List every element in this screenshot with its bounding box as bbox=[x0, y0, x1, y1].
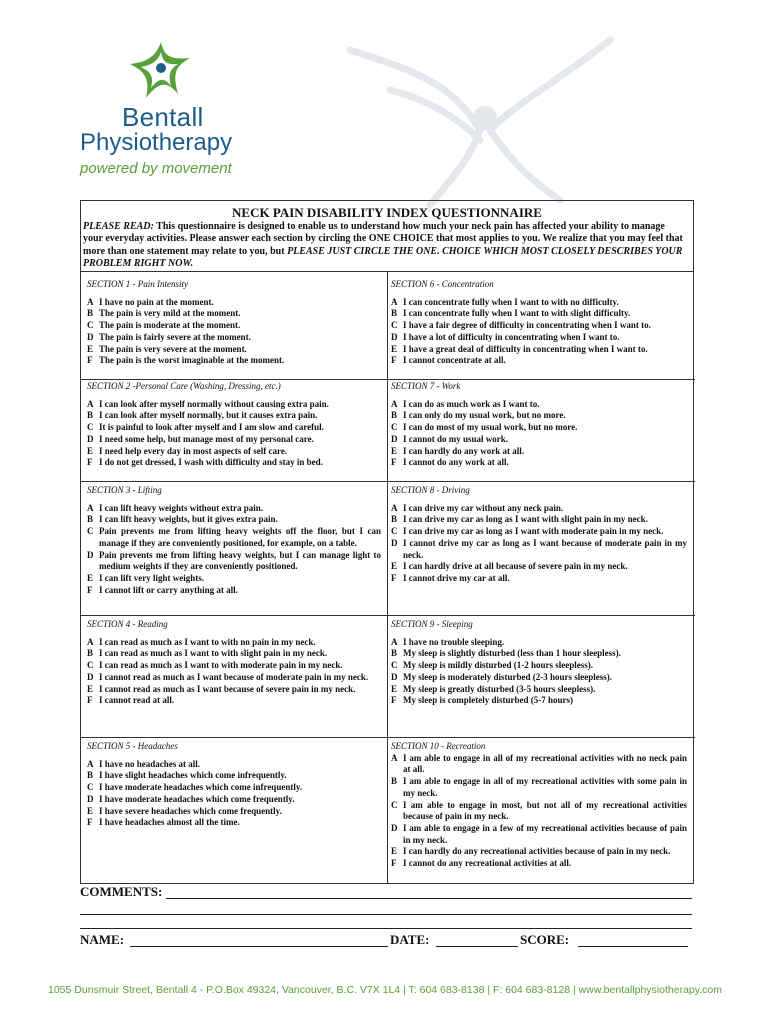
option-e[interactable]: E I have severe headaches which come frequently. bbox=[87, 805, 282, 816]
option-d[interactable]: D I cannot read as much as I want because of moderate pain in my neck. bbox=[87, 671, 369, 682]
option-f[interactable]: F I cannot do any recreational activities at all. bbox=[391, 858, 572, 869]
section-divider bbox=[81, 615, 387, 616]
option-e[interactable]: E I can hardly drive at all because of severe pain in my neck. bbox=[391, 561, 628, 572]
instructions-emphasis: PLEASE JUST CIRCLE THE ONE. CHOICE WHICH MOST CLOSELY DESCRIBES YOUR PROBLEM RIGHT NOW. bbox=[83, 245, 683, 270]
footer-contact: 1055 Dunsmuir Street, Bentall 4 - P.O.Box 49324, Vancouver, B.C. V7X 1L4 | T: 604 683-8138 | F: 604 683-8128 | www.bentallphysiotherapy.com bbox=[48, 984, 722, 996]
section-recreation bbox=[391, 741, 687, 870]
score-label: SCORE: bbox=[520, 932, 570, 947]
option-f[interactable]: F My sleep is completely disturbed (5-7 hours) bbox=[391, 695, 573, 706]
score-input-line[interactable] bbox=[578, 946, 688, 947]
option-f[interactable]: F I cannot concentrate at all. bbox=[391, 355, 506, 366]
instructions-body: This questionnaire is designed to enable us to understand how much your neck pain has affected your ability to manage your everyday activities. Please answer each section by circling the ONE CHOICE that most applies to you. We realize that you may feel that more than one statement may relate to you, but bbox=[83, 221, 683, 257]
option-e[interactable]: E I can hardly do any work at all. bbox=[391, 445, 525, 456]
star-figure-icon bbox=[126, 38, 196, 104]
watermark-figure-icon bbox=[330, 30, 630, 210]
section-driving bbox=[391, 485, 687, 585]
section-title: SECTION 2 -Personal Care (Washing, Dressing, etc.) bbox=[87, 381, 281, 391]
name-label: NAME: bbox=[80, 932, 125, 947]
option-f[interactable]: F I cannot lift or carry anything at all. bbox=[87, 584, 238, 595]
option-c[interactable]: C I am able to engage in most, but not all of my recreational activities because of pain in my neck. bbox=[391, 799, 687, 822]
option-a[interactable]: A I can do as much work as I want to. bbox=[391, 398, 540, 409]
form-instructions bbox=[83, 221, 683, 271]
option-b[interactable]: B I can drive my car as long as I want with slight pain in my neck. bbox=[391, 514, 648, 525]
section-divider bbox=[387, 481, 695, 482]
option-b[interactable]: B The pain is very mild at the moment. bbox=[87, 308, 241, 319]
option-a[interactable]: A I have no headaches at all. bbox=[87, 758, 201, 769]
option-c[interactable]: C I can do most of my usual work, but no more. bbox=[391, 422, 578, 433]
option-f[interactable]: F I do not get dressed, I wash with difficulty and stay in bed. bbox=[87, 457, 323, 468]
option-b[interactable]: B I can concentrate fully when I want to with slight difficulty. bbox=[391, 308, 631, 319]
brand-tagline: powered by movement bbox=[80, 160, 232, 177]
option-a[interactable]: A I am able to engage in all of my recreational activities with no neck pain at all. bbox=[391, 752, 687, 775]
section-title: SECTION 4 - Reading bbox=[87, 619, 168, 629]
form-title: NECK PAIN DISABILITY INDEX QUESTIONNAIRE bbox=[232, 205, 542, 220]
option-e[interactable]: E I have a great deal of difficulty in concentrating when I want to. bbox=[391, 343, 648, 354]
section-title: SECTION 7 - Work bbox=[391, 381, 461, 391]
brand-name-line1: Bentall bbox=[122, 102, 204, 132]
date-label: DATE: bbox=[390, 932, 430, 947]
option-d[interactable]: D I am able to engage in a few of my recreational activities because of pain in my neck. bbox=[391, 822, 687, 845]
option-f[interactable]: F I cannot read at all. bbox=[87, 695, 175, 706]
option-a[interactable]: A I can read as much as I want to with no pain in my neck. bbox=[87, 636, 316, 647]
option-c[interactable]: C The pain is moderate at the moment. bbox=[87, 320, 241, 331]
option-f[interactable]: F The pain is the worst imaginable at the moment. bbox=[87, 355, 285, 366]
option-c[interactable]: C It is painful to look after myself and I am slow and careful. bbox=[87, 422, 324, 433]
option-e[interactable]: E I need help every day in most aspects of self care. bbox=[87, 445, 288, 456]
section-title: SECTION 3 - Lifting bbox=[87, 485, 162, 495]
option-d[interactable]: D I need some help, but manage most of my personal care. bbox=[87, 433, 314, 444]
option-f[interactable]: F I cannot drive my car at all. bbox=[391, 572, 510, 583]
section-lifting bbox=[87, 485, 381, 596]
section-title: SECTION 9 - Sleeping bbox=[391, 619, 473, 629]
option-a[interactable]: A I can look after myself normally without causing extra pain. bbox=[87, 398, 329, 409]
section-divider bbox=[81, 379, 387, 380]
option-a[interactable]: A I can concentrate fully when I want to with no difficulty. bbox=[391, 296, 619, 307]
brand-name-line2: Physiotherapy bbox=[80, 129, 233, 156]
option-e[interactable]: E The pain is very severe at the moment. bbox=[87, 343, 247, 354]
comments-input-line[interactable] bbox=[80, 914, 692, 915]
section-divider bbox=[81, 481, 387, 482]
option-d[interactable]: D My sleep is moderately disturbed (2-3 hours sleepless). bbox=[391, 671, 612, 682]
section-personal-care bbox=[87, 381, 381, 469]
option-a[interactable]: A I have no trouble sleeping. bbox=[391, 636, 505, 647]
date-input-line[interactable] bbox=[436, 946, 518, 947]
section-divider bbox=[387, 737, 695, 738]
section-title: SECTION 8 - Driving bbox=[391, 485, 470, 495]
option-d[interactable]: D I cannot drive my car as long as I want because of moderate pain in my neck. bbox=[391, 537, 687, 560]
option-c[interactable]: C I have moderate headaches which come infrequently. bbox=[87, 782, 303, 793]
option-b[interactable]: B I am able to engage in all of my recreational activities with some pain in my neck. bbox=[391, 776, 687, 798]
option-d[interactable]: D I have a lot of difficulty in concentrating when I want to. bbox=[391, 331, 620, 342]
name-input-line[interactable] bbox=[130, 946, 388, 947]
option-e[interactable]: E I can hardly do any recreational activities because of pain in my neck. bbox=[391, 846, 671, 857]
option-d[interactable]: D The pain is fairly severe at the moment. bbox=[87, 331, 251, 342]
option-d[interactable]: D I have moderate headaches which come frequently. bbox=[87, 793, 295, 804]
option-f[interactable]: F I have headaches almost all the time. bbox=[87, 817, 240, 828]
option-f[interactable]: F I cannot do any work at all. bbox=[391, 457, 509, 468]
comments-label: COMMENTS: bbox=[80, 884, 163, 899]
option-b[interactable]: B I have slight headaches which come infrequently. bbox=[87, 770, 287, 781]
section-reading bbox=[87, 619, 381, 707]
brand-logo bbox=[80, 38, 250, 178]
option-a[interactable]: A I can lift heavy weights without extra pain. bbox=[87, 502, 263, 513]
option-c[interactable]: C I have a fair degree of difficulty in concentrating when I want to. bbox=[391, 320, 651, 331]
instructions-lead: PLEASE READ: bbox=[83, 221, 154, 232]
option-b[interactable]: B I can read as much as I want to with slight pain in my neck. bbox=[87, 648, 328, 659]
option-b[interactable]: B My sleep is slightly disturbed (less than 1 hour sleepless). bbox=[391, 648, 621, 659]
option-d[interactable]: D Pain prevents me from lifting heavy weights, but I can manage light to medium weights if they are conveniently positioned. bbox=[87, 549, 381, 572]
option-c[interactable]: C Pain prevents me from lifting heavy weights off the floor, but I can manage if they are conveniently positioned, for example, on a table. bbox=[87, 526, 381, 548]
comments-input-line[interactable] bbox=[80, 928, 692, 929]
option-e[interactable]: E I can lift very light weights. bbox=[87, 572, 204, 583]
section-sleeping bbox=[391, 619, 687, 707]
section-work bbox=[391, 381, 687, 469]
section-title: SECTION 1 - Pain Intensity bbox=[87, 279, 188, 289]
option-b[interactable]: B I can only do my usual work, but no more. bbox=[391, 410, 566, 421]
section-divider bbox=[387, 379, 695, 380]
section-pain-intensity bbox=[87, 279, 381, 367]
option-b[interactable]: B I can look after myself normally, but it causes extra pain. bbox=[87, 410, 318, 421]
option-e[interactable]: E I cannot read as much as I want because of severe pain in my neck. bbox=[87, 683, 356, 694]
option-c[interactable]: C I can read as much as I want to with moderate pain in my neck. bbox=[87, 660, 343, 671]
section-title: SECTION 10 - Recreation bbox=[391, 741, 486, 751]
column-divider bbox=[387, 271, 388, 883]
option-a[interactable]: A I can drive my car without any neck pain. bbox=[391, 502, 564, 513]
comments-input-line[interactable] bbox=[166, 898, 692, 899]
section-concentration bbox=[391, 279, 687, 367]
option-d[interactable]: D I cannot do my usual work. bbox=[391, 433, 509, 444]
option-c[interactable]: C I can drive my car as long as I want with moderate pain in my neck. bbox=[391, 526, 664, 537]
option-a[interactable]: A I have no pain at the moment. bbox=[87, 296, 214, 307]
questionnaire-form bbox=[80, 200, 694, 884]
section-divider bbox=[81, 737, 387, 738]
section-title: SECTION 6 - Concentration bbox=[391, 279, 494, 289]
option-b[interactable]: B I can lift heavy weights, but it gives extra pain. bbox=[87, 514, 278, 525]
section-divider bbox=[387, 615, 695, 616]
section-headaches bbox=[87, 741, 381, 829]
option-e[interactable]: E My sleep is greatly disturbed (3-5 hours sleepless). bbox=[391, 683, 596, 694]
section-title: SECTION 5 - Headaches bbox=[87, 741, 178, 751]
option-c[interactable]: C My sleep is mildly disturbed (1-2 hours sleepless). bbox=[391, 660, 594, 671]
